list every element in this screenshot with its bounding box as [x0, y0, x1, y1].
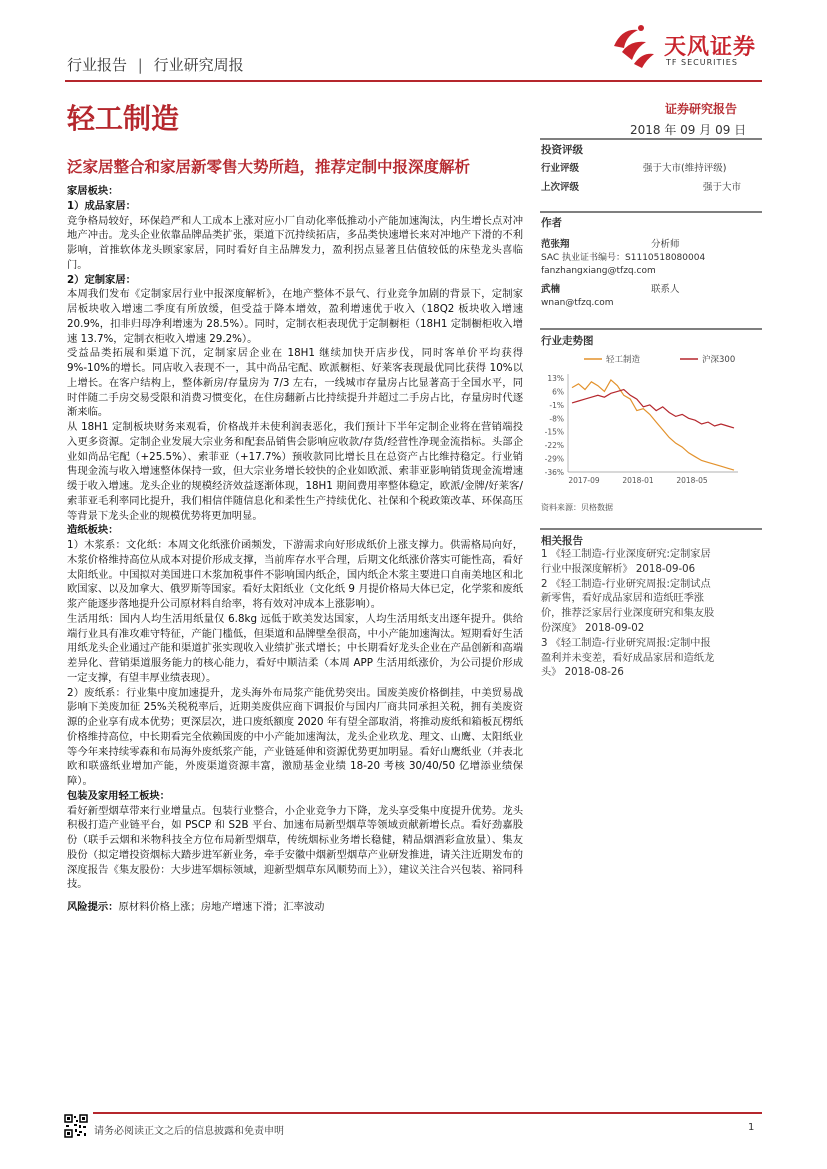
y-tick-label: -22%	[544, 441, 564, 451]
author-role: 联系人	[651, 284, 680, 295]
author-name: 范张翔	[541, 239, 570, 250]
legend-label: 轻工制造	[606, 355, 641, 365]
page-number: 1	[748, 1122, 755, 1133]
y-tick-label: -36%	[544, 468, 564, 477]
related-item-line: 价，推荐泛家居行业深度研究和集友股	[541, 608, 715, 620]
series-line	[572, 390, 734, 428]
headline: 泛家居整合和家居新零售大势所趋，推荐定制中报深度解析	[67, 158, 471, 176]
y-tick-label: -15%	[544, 427, 564, 437]
report-date: 2018 年 09 月 09 日	[630, 123, 747, 137]
y-tick-label: -8%	[549, 414, 564, 424]
industry-rating-label: 行业评级	[541, 163, 580, 174]
author-cert: SAC 执业证书编号：S1110518080004	[541, 253, 706, 263]
report-category: 行业报告	[67, 56, 128, 74]
series-line	[572, 380, 734, 470]
paragraph: 本周我们发布《定制家居行业中报深度解析》，在地产整体不景气、行业竞争加剧的背景下，定制家居板块收入增速二季度有所放缓，但受益于降本增效，盈利增速优于收入（18Q2 板块收入增速 20.9%，扣非归母净利增速为 28.5%）。同时，定制衣柜表现优于定制橱柜（18H1 定制橱柜收入增速 13.7%，定制衣柜收入增速 29.2%）。	[67, 288, 523, 345]
qr-code-icon	[64, 1114, 88, 1138]
brand-logo	[608, 22, 768, 72]
y-tick-label: -1%	[549, 400, 564, 410]
sidebar-rule-trend	[540, 328, 762, 330]
brand-name-cn: 天风证券	[664, 35, 757, 60]
author-role: 分析师	[651, 239, 680, 250]
author-name: 武楠	[541, 284, 561, 295]
paragraph: 生活用纸：国内人均生活用纸量仅 6.8kg 远低于欧美发达国家，人均生活用纸支出逐年提升。供给端行业具有准攻难守特征，产能门槛低，但渠道和品牌壁垒很高，中小产能加速淘汰。短期看好生活用纸龙头企业通过产能和渠道扩张实现收入业绩扩张式增长；中长期看好龙头企业在产品创新和高端差异化、营销渠道服务能力的核心能力，看好中顺洁柔（本周 APP 生活用纸涨价，为公司提价形成一定支撑，有望丰厚业绩表现）。	[67, 612, 523, 684]
sidebar-rule-rating	[540, 138, 762, 140]
y-tick-label: 13%	[547, 374, 564, 383]
section-heading: 家居板块：	[67, 185, 119, 197]
related-item-line: 盈利并未变差，看好成品家居和造纸龙	[541, 652, 715, 664]
report-type: 证券研究报告	[665, 102, 738, 116]
sector-title: 轻工制造	[67, 102, 180, 135]
sub-heading: 2）定制家居：	[67, 273, 136, 286]
main-body	[67, 184, 523, 915]
prev-rating-label: 上次评级	[541, 182, 580, 193]
sidebar-rule-related	[540, 528, 762, 530]
header-category	[67, 54, 244, 75]
prev-rating-value: 强于大市	[703, 182, 742, 193]
report-subcategory: 行业研究周报	[153, 56, 244, 74]
risk-line	[67, 900, 523, 915]
paragraph: 受益品类拓展和渠道下沉，定制家居企业在 18H1 继续加快开店步伐，同时客单价平均获得 9%-10%的增长。同店收入表现不一，其中尚品宅配、欧派橱柜、好莱客表现最优同比获得 10%以上增长。在客户结构上，整体新房/存量房为 7/3 左右，一线城市存量房占比显著高于全国水平，同时伴随二手房交易受限和消费习惯变化，在住房翻新占比持续提升并超过二手房占比，存量房时代逐渐来临。	[67, 347, 523, 419]
x-tick-label: 2017-09	[568, 476, 600, 485]
footer-rule	[93, 1112, 762, 1114]
qr-code	[64, 1114, 88, 1138]
legend-label: 沪深300	[702, 355, 736, 365]
related-item-line: 2 《轻工制造-行业研究周报:定制试点	[541, 578, 711, 590]
paragraph: 竞争格局较好，环保趋严和人工成本上涨对应小厂自动化率低推动小产能加速淘汰，内生增长点对冲地产冲击。龙头企业依靠品牌品类扩张，渠道下沉持续拓店，多品类快速增长来对冲地产下滑的不利影响，首推软体龙头顾家家居，同时看好自主品牌发力，盈利拐点显著且估值较低的床垫龙头喜临门。	[67, 214, 523, 271]
x-tick-label: 2018-05	[676, 476, 708, 485]
authors-section-title: 作者	[541, 217, 562, 229]
paragraph: 看好新型烟草带来行业增量点。包装行业整合，小企业竞争力下降，龙头享受集中度提升优势。龙头积极打造产业链平台，如 PSCP 和 S2B 平台、加速布局新型烟草等领域贡献新增长点。看好劲嘉股份（联手云烟和米物科技全方位布局新型烟草，传统烟标业务增长稳健，精品烟酒彩盒放量）、集友股份（拟定增投资烟标大踏步进军新业务，牵手安徽中烟新型烟草产业研发推进，请关注近期发布的深度报告《集友股份：大步进军烟标领域，迎新型烟草东风顺势而上》），建议关注合兴包装、裕同科技。	[67, 804, 523, 891]
paragraph: 2）废纸系：行业集中度加速提升，龙头海外布局浆产能优势突出。国废美废价格倒挂，中美贸易战影响下美废加征 25%关税税率后，近期美废供应商下调报价与国内厂商共同承担关税，拥有美废资源的企业享有成本优势；更深层次，进口废纸额度 2020 年有望全部取消，将推动废纸和箱板瓦楞纸价格维持高位，中长期看完全依赖国废的中小产能加速淘汰，龙头企业玖龙、理文、山鹰、太阳纸业等今年来持续零森和布局海外废纸浆产能，产业链延伸和资源优势更加明显。看好山鹰纸业（并表北欧和联盛纸业增加产能，外废渠道资源丰富，激励基金业绩 18-20 考核 30/40/50 亿增添业绩保障）。	[67, 686, 523, 787]
related-list	[541, 548, 763, 681]
trend-section-title: 行业走势图	[541, 335, 594, 347]
related-item-line: 头》 2018-08-26	[541, 667, 624, 679]
related-item-line: 份深度》 2018-09-02	[541, 622, 645, 634]
header-rule	[65, 80, 762, 82]
section-heading: 包装及家用轻工板块：	[67, 789, 170, 802]
y-tick-label: 6%	[552, 387, 564, 397]
rating-section-title: 投资评级	[541, 144, 583, 156]
related-section-title: 相关报告	[541, 535, 583, 547]
paragraph: 1）木浆系：文化纸：本周文化纸涨价函频发，下游需求向好形成纸价上涨支撑力。供需格局向好，木浆价格维持高位从成本对提价形成支撑，当前库存水平合理，后期文化纸涨价落实可能性高，看好太阳纸业。中国拟对美国进口木浆加税事件不影响国内纸企，国内纸企木浆主要进口自南美地区和北欧国家、以及加拿大、俄罗斯等国家。看好太阳纸业（文化纸 9 月提价格局大体已定，化学浆和废纸浆产能逐步落地提升公司原材料自给率，将有效对冲成本上涨影响）。	[67, 539, 523, 610]
related-item[interactable]	[541, 637, 763, 681]
related-item-line: 3 《轻工制造-行业研究周报:定制中报	[541, 637, 711, 649]
footer-disclaimer[interactable]: 请务必阅读正文之后的信息披露和免责申明	[94, 1126, 284, 1137]
section-heading: 造纸板块：	[67, 524, 119, 537]
trend-chart	[538, 350, 762, 492]
brand-mark-icon	[608, 22, 656, 70]
y-tick-label: -29%	[544, 454, 564, 464]
risk-text: 原材料价格上涨；房地产增速下滑；汇率波动	[118, 901, 325, 913]
related-item[interactable]	[541, 548, 763, 578]
related-item-line: 新零售，看好成品家居和造纸旺季涨	[541, 593, 704, 605]
paragraph: 从 18H1 定制板块财务来观看，价格战并未使利润表恶化，我们预计下半年定制企业将在营销端投入更多资源。定制企业发展大宗业务和配套品销售会影响应收款/存货/经营性净现金流指标。头部企业如尚品宅配（+25.5%）、索菲亚（+17.7%）预收款同比增长且在总资产占比维持稳定。行业销售现金流与收入增速整体保持一致，但大宗业务增长较快的企业如欧派、索菲亚影响销货现金流增速缓于收入增速。龙头企业的规模经济效益逐渐体现，18H1 期间费用率整体稳定，欧派/金牌/好莱客/索菲亚毛利率同比提升，我们相信伴随信息化和柔性生产持续优化、社保和个税政策改革、环保高压等背景下龙头企业的规模优势将更加明显。	[67, 421, 523, 522]
x-tick-label: 2018-01	[622, 476, 654, 485]
related-item-line: 行业中报深度解析》 2018-09-06	[541, 563, 696, 575]
related-item[interactable]	[541, 578, 763, 637]
brand-name-en: TF SECURITIES	[666, 58, 738, 67]
author-email[interactable]: fanzhangxiang@tfzq.com	[541, 266, 656, 276]
header-separator: |	[137, 56, 143, 74]
related-item-line: 1 《轻工制造-行业深度研究:定制家居	[541, 549, 711, 560]
trend-source: 资料来源：贝格数据	[541, 503, 613, 512]
industry-rating-value: 强于大市(维持评级)	[643, 163, 727, 174]
author-email[interactable]: wnan@tfzq.com	[541, 298, 614, 308]
risk-label: 风险提示：	[67, 901, 119, 913]
sidebar-rule-authors	[540, 211, 762, 213]
sub-heading: 1）成品家居：	[67, 199, 136, 212]
